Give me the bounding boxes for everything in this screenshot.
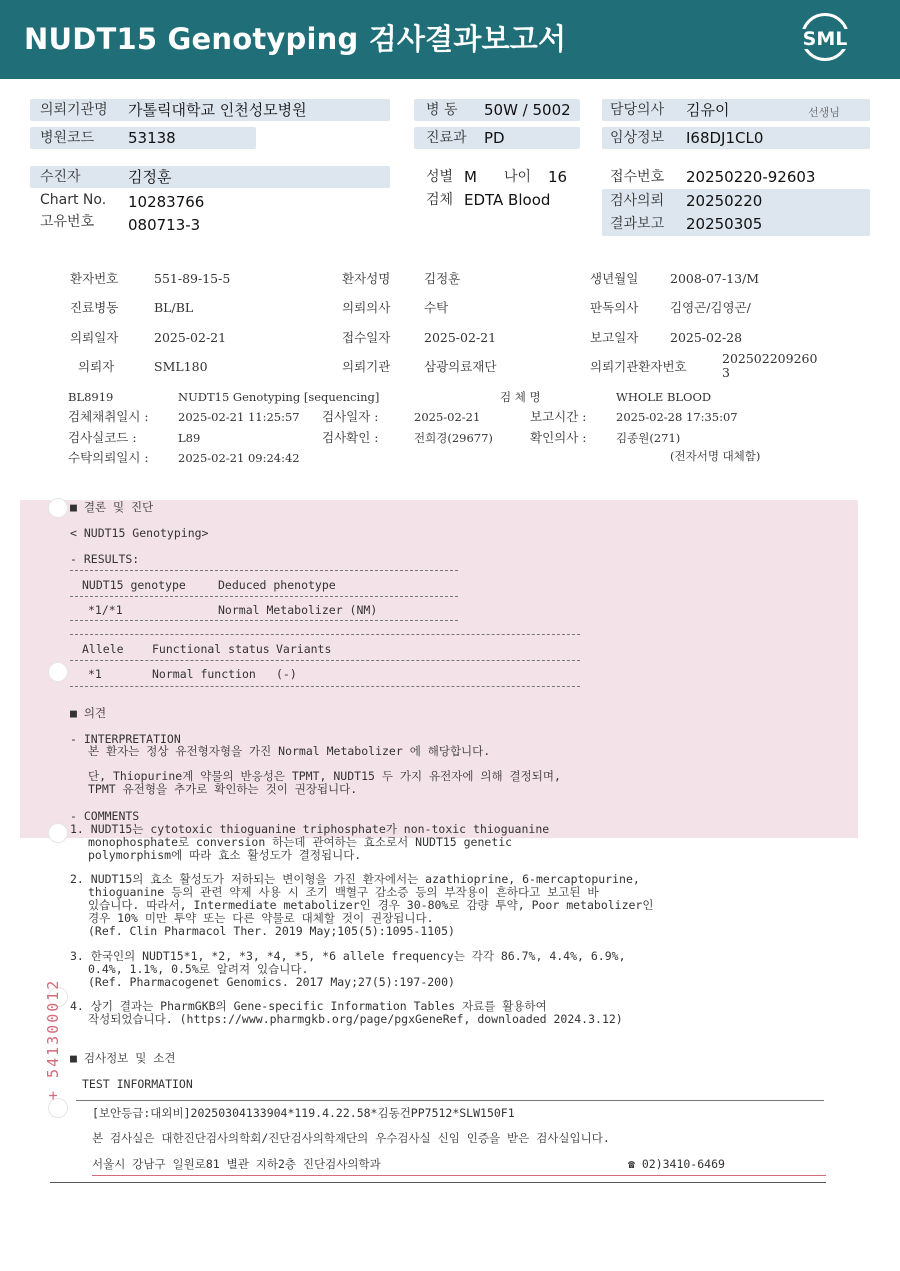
ward-label: 병 동 bbox=[426, 102, 458, 118]
scan-confirmdoc: 김종원(271) bbox=[616, 431, 681, 445]
scan-ward-label: 진료병동 bbox=[70, 300, 119, 315]
scan-reqinst-label: 의뢰기관 bbox=[342, 359, 391, 374]
scan-consign: 2025-02-21 09:24:42 bbox=[178, 451, 300, 465]
scan-pname-label: 환자성명 bbox=[342, 271, 391, 286]
divider bbox=[50, 1182, 826, 1183]
scan-requester-label: 의뢰자 bbox=[78, 359, 115, 374]
variants-value: (-) bbox=[276, 667, 297, 681]
col-phenotype: Deduced phenotype bbox=[218, 578, 336, 592]
comments-heading: - COMMENTS bbox=[70, 809, 140, 823]
doctor-value: 김유이 bbox=[686, 101, 730, 119]
test-req-value: 20250220 bbox=[686, 192, 763, 210]
barcode-stamp: + 541300012 bbox=[44, 978, 62, 1100]
interp-line-1: 본 환자는 정상 유전형자형을 가진 Normal Metabolizer 에 해당합니다. bbox=[88, 744, 491, 758]
dept-value: PD bbox=[484, 129, 505, 147]
scan-reqdoc-label: 의뢰의사 bbox=[342, 300, 391, 315]
scan-confirmdoc-label: 확인의사 : bbox=[530, 430, 587, 445]
comment-2-line-2: thioguanine 등의 관련 약제 사용 시 조기 백혈구 감소증 등의 부작용이 흔하다고 보고된 바 bbox=[88, 885, 599, 899]
section-test-info: ■ 검사정보 및 소견 bbox=[70, 1051, 176, 1065]
punch-hole-2 bbox=[48, 662, 68, 682]
status-value: Normal function bbox=[152, 667, 256, 681]
col-status: Functional status bbox=[152, 642, 270, 656]
interp-line-3: TPMT 유전형을 추가로 확인하는 것이 권장됩니다. bbox=[88, 782, 358, 796]
comment-2-line-3: 있습니다. 따라서, Intermediate metabolizer인 경우 30-80%로 감량 투약, Poor metabolizer인 bbox=[88, 898, 654, 912]
scan-esign: (전자서명 대체함) bbox=[670, 449, 761, 463]
scan-pno: 551-89-15-5 bbox=[154, 271, 231, 286]
scan-dob-label: 생년월일 bbox=[590, 271, 639, 286]
req-org-value: 가톨릭대학교 인천성모병원 bbox=[128, 101, 307, 119]
divider bbox=[70, 660, 580, 661]
doctor-suffix: 선생님 bbox=[808, 106, 840, 119]
punch-hole-1 bbox=[48, 498, 68, 518]
specimen-label: 검체 bbox=[426, 192, 454, 208]
scan-labcode-label: 검사실코드 : bbox=[68, 430, 137, 445]
scan-reqdate: 2025-02-21 bbox=[154, 330, 227, 345]
comment-4-line-2: 작성되었습니다. (https://www.pharmgkb.org/page/pgxGeneRef, downloaded 2024.3.12) bbox=[88, 1012, 623, 1026]
result-value: 20250305 bbox=[686, 215, 763, 233]
certification-line: 본 검사실은 대한진단검사의학회/진단검사의학재단의 우수검사실 신임 인증을 받은 검사실입니다. bbox=[92, 1131, 610, 1145]
comment-3-line-3: (Ref. Pharmacogenet Genomics. 2017 May;27(5):197-200) bbox=[88, 975, 455, 989]
scan-pname: 김정훈 bbox=[424, 271, 461, 286]
scan-instpt-2: 3 bbox=[722, 365, 730, 380]
divider bbox=[76, 1100, 824, 1101]
scan-collect-label: 검체채취일시 : bbox=[68, 409, 149, 424]
address-line: 서울시 강남구 일원로81 별관 지하2층 진단검사의학과 bbox=[92, 1157, 381, 1171]
col-genotype: NUDT15 genotype bbox=[82, 578, 186, 592]
age-value: 16 bbox=[548, 168, 568, 186]
divider bbox=[70, 596, 458, 597]
allele-value: *1 bbox=[88, 667, 102, 681]
genotype-value: *1/*1 bbox=[88, 603, 123, 617]
scan-reqinst: 삼광의료재단 bbox=[424, 359, 497, 374]
chart-label: Chart No. bbox=[40, 192, 107, 208]
scan-confirm: 전희경(29677) bbox=[414, 431, 493, 445]
uid-label: 고유번호 bbox=[40, 214, 95, 230]
scan-repdate-label: 보고일자 bbox=[590, 330, 639, 345]
specimen-value: EDTA Blood bbox=[464, 191, 551, 209]
hosp-code-value: 53138 bbox=[128, 129, 176, 147]
doctor-label: 담당의사 bbox=[610, 102, 665, 118]
divider bbox=[70, 620, 458, 621]
ward-value: 50W / 5002 bbox=[484, 101, 571, 119]
scan-instpt-label: 의뢰기관환자번호 bbox=[590, 359, 687, 374]
scan-confirm-label: 검사확인 : bbox=[322, 430, 379, 445]
interpretation-heading: - INTERPRETATION bbox=[70, 732, 181, 746]
report-header bbox=[0, 0, 900, 79]
divider bbox=[92, 1175, 826, 1176]
divider bbox=[70, 634, 580, 635]
comment-2-line-5: (Ref. Clin Pharmacol Ther. 2019 May;105(5):1095-1105) bbox=[88, 924, 455, 938]
clinical-label: 임상정보 bbox=[610, 130, 665, 146]
req-org-label: 의뢰기관명 bbox=[40, 102, 108, 118]
comment-2-line-4: 경우 10% 미만 투약 또는 다른 약물로 대체할 것이 권장됩니다. bbox=[88, 911, 434, 925]
test-req-label: 검사의뢰 bbox=[610, 193, 665, 209]
receipt-value: 20250220-92603 bbox=[686, 168, 816, 186]
chart-value: 10283766 bbox=[128, 193, 205, 211]
section-conclusion: ■ 결론 및 진단 bbox=[70, 500, 154, 514]
col-variants: Variants bbox=[276, 642, 332, 656]
comment-3-line-2: 0.4%, 1.1%, 0.5%로 알려져 있습니다. bbox=[88, 962, 309, 976]
patient-label: 수진자 bbox=[40, 169, 81, 185]
sml-logo bbox=[797, 13, 853, 65]
comment-3-line-1: 3. 한국인의 NUDT15*1, *2, *3, *4, *5, *6 allele frequency는 각각 86.7%, 4.4%, 6.9%, bbox=[70, 949, 626, 963]
scan-requester: SML180 bbox=[154, 359, 208, 374]
scan-reqdoc: 수탁 bbox=[424, 300, 449, 315]
scan-spec-label: 검 체 명 bbox=[500, 390, 541, 404]
divider bbox=[70, 570, 458, 571]
scan-labcode: L89 bbox=[178, 431, 201, 445]
receipt-label: 접수번호 bbox=[610, 169, 665, 185]
comment-1-line-3: polymorphism에 따라 효소 활성도가 결정됩니다. bbox=[88, 848, 362, 862]
clinical-value: I68DJ1CL0 bbox=[686, 129, 764, 147]
hosp-code-label: 병원코드 bbox=[40, 130, 95, 146]
scan-readdoc-label: 판독의사 bbox=[590, 300, 639, 315]
scan-reptime: 2025-02-28 17:35:07 bbox=[616, 410, 738, 424]
scan-recdate-label: 접수일자 bbox=[342, 330, 391, 345]
genotyping-heading: < NUDT15 Genotyping> bbox=[70, 526, 209, 540]
result-label: 결과보고 bbox=[610, 216, 665, 232]
logo-text: SML bbox=[797, 29, 853, 49]
section-opinion: ■ 의견 bbox=[70, 706, 107, 720]
comment-2-line-1: 2. NUDT15의 효소 활성도가 저하되는 변이형을 가진 환자에서는 azathioprine, 6-mercaptopurine, bbox=[70, 872, 640, 886]
uid-value: 080713-3 bbox=[128, 216, 201, 234]
scan-pno-label: 환자번호 bbox=[70, 271, 119, 286]
dept-label: 진료과 bbox=[426, 130, 467, 146]
scan-dob: 2008-07-13/M bbox=[670, 271, 760, 286]
scan-readdoc: 김영곤/김영곤/ bbox=[670, 300, 751, 315]
scan-reptime-label: 보고시간 : bbox=[530, 409, 587, 424]
scan-recdate: 2025-02-21 bbox=[424, 330, 497, 345]
sex-label: 성별 bbox=[426, 169, 454, 185]
phenotype-value: Normal Metabolizer (NM) bbox=[218, 603, 378, 617]
comment-1-line-1: 1. NUDT15는 cytotoxic thioguanine triphosphate가 non-toxic thioguanine bbox=[70, 822, 550, 836]
sex-value: M bbox=[464, 168, 477, 186]
test-info-heading: TEST INFORMATION bbox=[82, 1077, 193, 1091]
interp-line-2: 단, Thiopurine계 약물의 반응성은 TPMT, NUDT15 두 가지 유전자에 의해 결정되며, bbox=[88, 769, 561, 783]
divider bbox=[70, 686, 580, 687]
scan-spec: WHOLE BLOOD bbox=[616, 390, 712, 404]
scan-reqdate-label: 의뢰일자 bbox=[70, 330, 119, 345]
patient-value: 김정훈 bbox=[128, 168, 172, 186]
report-title: NUDT15 Genotyping 검사결과보고서 bbox=[24, 22, 567, 56]
results-heading: - RESULTS: bbox=[70, 552, 140, 566]
comment-1-line-2: monophosphate로 conversion 하는데 관여하는 효소로서 NUDT15 genetic bbox=[88, 835, 513, 849]
scan-code: BL8919 bbox=[68, 390, 114, 404]
scan-instpt-1: 202502209260 bbox=[722, 351, 818, 366]
scan-collect: 2025-02-21 11:25:57 bbox=[178, 410, 300, 424]
punch-hole-3 bbox=[48, 823, 68, 843]
scan-testdate: 2025-02-21 bbox=[414, 410, 481, 424]
punch-hole-5 bbox=[48, 1098, 68, 1118]
scan-testdate-label: 검사일자 : bbox=[322, 409, 379, 424]
pill-patient bbox=[30, 166, 390, 188]
col-allele: Allele bbox=[82, 642, 124, 656]
scan-repdate: 2025-02-28 bbox=[670, 330, 743, 345]
scan-consign-label: 수탁의뢰일시 : bbox=[68, 450, 149, 465]
comment-4-line-1: 4. 상기 결과는 PharmGKB의 Gene-specific Information Tables 자료를 활용하여 bbox=[70, 999, 547, 1013]
scan-testname: NUDT15 Genotyping [sequencing] bbox=[178, 390, 380, 404]
age-label: 나이 bbox=[504, 169, 532, 185]
scan-ward: BL/BL bbox=[154, 300, 194, 315]
security-line: [보안등급:대외비]20250304133904*119.4.22.58*김동건PP7512*SLW150F1 bbox=[92, 1106, 515, 1120]
phone-line: ☎ 02)3410-6469 bbox=[628, 1157, 725, 1171]
